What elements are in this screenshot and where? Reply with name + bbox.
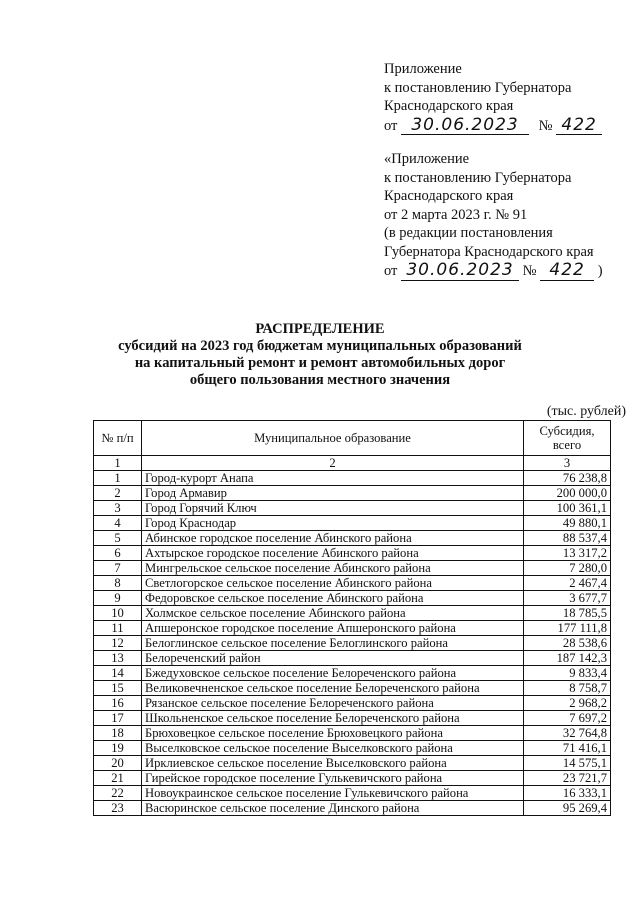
number-label: № bbox=[538, 117, 553, 134]
municipality-name: Гирейское городское поселение Гулькевичского района bbox=[142, 771, 524, 786]
number-label: № bbox=[522, 263, 537, 279]
subsidy-amount: 23 721,7 bbox=[524, 771, 611, 786]
table-row bbox=[94, 486, 611, 501]
row-number: 12 bbox=[94, 636, 142, 651]
row-number: 4 bbox=[94, 516, 142, 531]
municipality-name: Город Краснодар bbox=[142, 516, 524, 531]
table-row bbox=[94, 651, 611, 666]
row-number: 9 bbox=[94, 591, 142, 606]
municipality-name: Город Горячий Ключ bbox=[142, 501, 524, 516]
header-number: № п/п bbox=[94, 421, 142, 456]
row-number: 10 bbox=[94, 606, 142, 621]
table-row bbox=[94, 621, 611, 636]
subsidy-amount: 9 833,4 bbox=[524, 666, 611, 681]
subsidy-amount: 88 537,4 bbox=[524, 531, 611, 546]
table-row bbox=[94, 801, 611, 816]
row-number: 23 bbox=[94, 801, 142, 816]
index-cell: 3 bbox=[524, 456, 611, 471]
row-number: 22 bbox=[94, 786, 142, 801]
row-number: 15 bbox=[94, 681, 142, 696]
subsidy-amount: 28 538,6 bbox=[524, 636, 611, 651]
subsidy-amount: 7 697,2 bbox=[524, 711, 611, 726]
subsidy-amount: 71 416,1 bbox=[524, 741, 611, 756]
row-number: 21 bbox=[94, 771, 142, 786]
appendix-line: (в редакции постановления bbox=[384, 225, 553, 241]
appendix-line: к постановлению Губернатора bbox=[384, 169, 572, 186]
subsidy-amount: 76 238,8 bbox=[524, 471, 611, 486]
table-row bbox=[94, 696, 611, 711]
table-row bbox=[94, 786, 611, 801]
document-title: РАСПРЕДЕЛЕНИЕ bbox=[255, 321, 385, 337]
municipality-name: Белореченский район bbox=[142, 651, 524, 666]
table-row bbox=[94, 546, 611, 561]
row-number: 8 bbox=[94, 576, 142, 591]
row-number: 13 bbox=[94, 651, 142, 666]
row-number: 5 bbox=[94, 531, 142, 546]
row-number: 11 bbox=[94, 621, 142, 636]
appendix-line: от 2 марта 2023 г. № 91 bbox=[384, 206, 528, 223]
handwritten-number: 422 bbox=[556, 116, 602, 136]
subsidy-amount: 2 467,4 bbox=[524, 576, 611, 591]
subsidy-amount: 100 361,1 bbox=[524, 501, 611, 516]
appendix-line: Губернатора Краснодарского края bbox=[384, 243, 594, 260]
table-row bbox=[94, 591, 611, 606]
row-number: 20 bbox=[94, 756, 142, 771]
row-number: 2 bbox=[94, 486, 142, 501]
table-row bbox=[94, 576, 611, 591]
subsidy-amount: 14 575,1 bbox=[524, 756, 611, 771]
table-row bbox=[94, 666, 611, 681]
subsidy-amount: 16 333,1 bbox=[524, 786, 611, 801]
close-paren: ) bbox=[597, 263, 603, 279]
index-cell: 2 bbox=[142, 456, 524, 471]
row-number: 14 bbox=[94, 666, 142, 681]
subsidy-amount: 177 111,8 bbox=[524, 621, 611, 636]
municipality-name: Выселковское сельское поселение Выселковского района bbox=[142, 741, 524, 756]
appendix-line: Краснодарского края bbox=[384, 98, 514, 114]
table-row bbox=[94, 741, 611, 756]
header-subsidy bbox=[524, 421, 611, 456]
municipality-name: Великовечненское сельское поселение Белореченского района bbox=[142, 681, 524, 696]
subsidy-amount: 8 758,7 bbox=[524, 681, 611, 696]
subsidy-table bbox=[93, 420, 611, 816]
column-index-row bbox=[94, 456, 611, 471]
subsidy-amount: 49 880,1 bbox=[524, 516, 611, 531]
municipality-name: Абинское городское поселение Абинского района bbox=[142, 531, 524, 546]
handwritten-number: 422 bbox=[540, 261, 594, 281]
table-row bbox=[94, 771, 611, 786]
header-subsidy-line2: всего bbox=[552, 438, 582, 452]
subsidy-amount: 187 142,3 bbox=[524, 651, 611, 666]
table-row bbox=[94, 471, 611, 486]
subsidy-amount: 95 269,4 bbox=[524, 801, 611, 816]
row-number: 16 bbox=[94, 696, 142, 711]
handwritten-date: 30.06.2023 bbox=[401, 116, 529, 136]
table-row bbox=[94, 756, 611, 771]
row-number: 18 bbox=[94, 726, 142, 741]
appendix-revision-header bbox=[384, 150, 603, 281]
table-header-row bbox=[94, 421, 611, 456]
municipality-name: Школьненское сельское поселение Белореченского района bbox=[142, 711, 524, 726]
table-row bbox=[94, 726, 611, 741]
from-label: от bbox=[384, 263, 398, 279]
table-row bbox=[94, 516, 611, 531]
municipality-name: Брюховецкое сельское поселение Брюховецкого района bbox=[142, 726, 524, 741]
subsidy-amount: 3 677,7 bbox=[524, 591, 611, 606]
municipality-name: Светлогорское сельское поселение Абинского района bbox=[142, 576, 524, 591]
municipality-name: Город Армавир bbox=[142, 486, 524, 501]
appendix-date-line bbox=[384, 116, 602, 136]
table-row bbox=[94, 501, 611, 516]
table-row bbox=[94, 561, 611, 576]
appendix-header bbox=[384, 60, 602, 135]
municipality-name: Холмское сельское поселение Абинского района bbox=[142, 606, 524, 621]
table-row bbox=[94, 636, 611, 651]
table-row bbox=[94, 531, 611, 546]
table-row bbox=[94, 681, 611, 696]
appendix-line: «Приложение bbox=[384, 151, 470, 167]
table-row bbox=[94, 606, 611, 621]
municipality-name: Рязанское сельское поселение Белореченского района bbox=[142, 696, 524, 711]
table-row bbox=[94, 711, 611, 726]
municipality-name: Белоглинское сельское поселение Белоглинского района bbox=[142, 636, 524, 651]
index-cell: 1 bbox=[94, 456, 142, 471]
municipality-name: Ахтырское городское поселение Абинского района bbox=[142, 546, 524, 561]
row-number: 6 bbox=[94, 546, 142, 561]
municipality-name: Новоукраинское сельское поселение Гулькевичского района bbox=[142, 786, 524, 801]
handwritten-date: 30.06.2023 bbox=[401, 261, 519, 281]
document-subtitle-line: общего пользования местного значения bbox=[189, 372, 451, 388]
row-number: 3 bbox=[94, 501, 142, 516]
row-number: 19 bbox=[94, 741, 142, 756]
municipality-name: Город-курорт Анапа bbox=[142, 471, 524, 486]
unit-label: (тыс. рублей) bbox=[546, 404, 626, 419]
subsidy-amount: 7 280,0 bbox=[524, 561, 611, 576]
municipality-name: Бжедуховское сельское поселение Белореченского района bbox=[142, 666, 524, 681]
document-subtitle-line: на капитальный ремонт и ремонт автомобильных дорог bbox=[134, 355, 506, 371]
municipality-name: Мингрельское сельское поселение Абинского района bbox=[142, 561, 524, 576]
appendix-line: Приложение bbox=[384, 61, 462, 77]
municipality-name: Ирклиевское сельское поселение Выселковского района bbox=[142, 756, 524, 771]
header-municipality: Муниципальное образование bbox=[142, 421, 524, 456]
appendix-date-line bbox=[384, 261, 603, 281]
municipality-name: Васюринское сельское поселение Динского района bbox=[142, 801, 524, 816]
row-number: 7 bbox=[94, 561, 142, 576]
row-number: 1 bbox=[94, 471, 142, 486]
document-subtitle-line: субсидий на 2023 год бюджетам муниципальных образований bbox=[118, 338, 522, 354]
subsidy-amount: 13 317,2 bbox=[524, 546, 611, 561]
subsidy-amount: 32 764,8 bbox=[524, 726, 611, 741]
municipality-name: Апшеронское городское поселение Апшеронского района bbox=[142, 621, 524, 636]
row-number: 17 bbox=[94, 711, 142, 726]
municipality-name: Федоровское сельское поселение Абинского района bbox=[142, 591, 524, 606]
subsidy-amount: 2 968,2 bbox=[524, 696, 611, 711]
appendix-line: к постановлению Губернатора bbox=[384, 79, 572, 96]
from-label: от bbox=[384, 117, 398, 134]
subsidy-amount: 18 785,5 bbox=[524, 606, 611, 621]
header-subsidy-line1: Субсидия, bbox=[539, 424, 595, 438]
subsidy-amount: 200 000,0 bbox=[524, 486, 611, 501]
appendix-line: Краснодарского края bbox=[384, 188, 514, 204]
